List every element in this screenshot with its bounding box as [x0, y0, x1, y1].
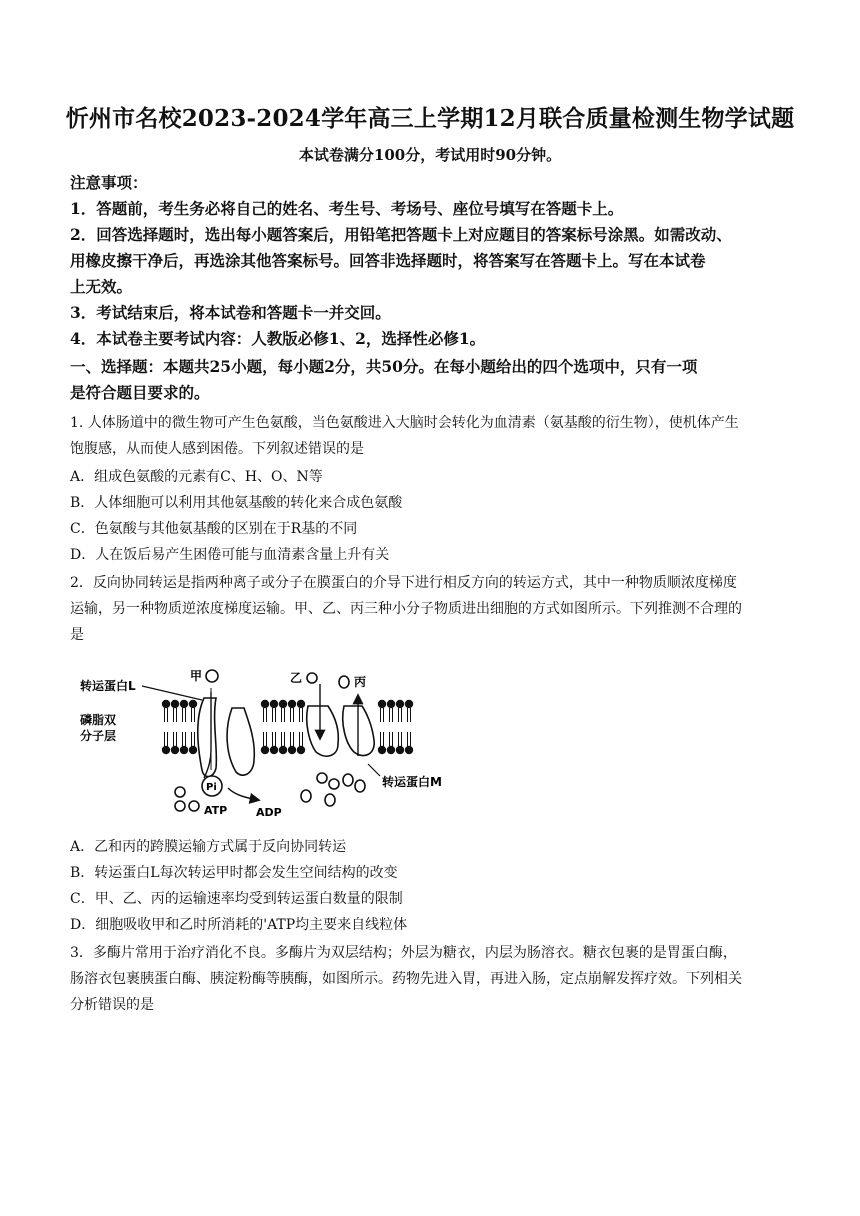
phospholipid-tail — [273, 708, 276, 722]
q2-option-a: A．乙和丙的跨膜运输方式属于反向协同转运 — [70, 839, 347, 855]
note-line: 上无效。 — [70, 277, 133, 296]
phospholipid-head — [270, 746, 278, 754]
notes-heading: 注意事项： — [70, 173, 148, 192]
phospholipid-head — [297, 746, 305, 754]
phospholipid-head — [288, 700, 296, 708]
phospholipid-tail — [300, 708, 303, 722]
transporter-l-shape — [198, 698, 217, 777]
phospholipid-tail — [282, 708, 285, 722]
molecule-inside — [343, 774, 353, 786]
label-transporter-l: 转运蛋白L — [80, 679, 136, 693]
molecule-inside — [189, 801, 199, 811]
phospholipid-tail — [399, 708, 402, 722]
molecule-inside — [329, 779, 339, 789]
molecule-inside — [317, 773, 327, 783]
phospholipid-tail — [183, 732, 186, 746]
phospholipid-tail — [174, 732, 177, 746]
q2-option-d: D．细胞吸收甲和乙时所消耗的'ATP均主要来自线粒体 — [70, 917, 408, 933]
section-heading-line: 是符合题目要求的。 — [70, 383, 210, 402]
phospholipid-tail — [192, 732, 195, 746]
phospholipid-head — [189, 746, 197, 754]
molecule-inside — [175, 787, 185, 797]
exam-subtitle: 本试卷满分100分，考试用时90分钟。 — [298, 146, 562, 164]
label-atp: ATP — [204, 804, 228, 817]
note-line: 4．本试卷主要考试内容：人教版必修1、2，选择性必修1。 — [70, 329, 486, 348]
label-pi: Pi — [206, 782, 217, 793]
phospholipid-head — [189, 700, 197, 708]
phospholipid-head — [171, 746, 179, 754]
phospholipid-tail — [282, 732, 285, 746]
phospholipid-head — [405, 746, 413, 754]
note-line: 1．答题前，考生务必将自己的姓名、考生号、考场号、座位号填写在答题卡上。 — [70, 199, 624, 218]
molecule-inside — [355, 780, 365, 792]
label-bilayer-1: 磷脂双 — [80, 713, 117, 727]
phospholipid-head — [387, 746, 395, 754]
molecule-inside — [301, 790, 311, 802]
label-bilayer-2: 分子层 — [80, 729, 117, 743]
q2-stem-line: 2．反向协同转运是指两种离子或分子在膜蛋白的介导下进行相反方向的转运方式，其中一种物质顺浓度梯度 — [70, 575, 737, 591]
atp-arrow — [228, 788, 258, 800]
phospholipid-head — [378, 746, 386, 754]
phospholipid-head — [396, 746, 404, 754]
phospholipid-head — [396, 700, 404, 708]
phospholipid-tail — [381, 708, 384, 722]
exam-title: 忻州市名校2023-2024学年高三上学期12月联合质量检测生物学试题 — [65, 105, 795, 132]
bing-molecule-top — [339, 676, 349, 688]
phospholipid-tail — [174, 708, 177, 722]
phospholipid-head — [279, 700, 287, 708]
phospholipid-tail — [165, 732, 168, 746]
q3-stem-line: 3．多酶片常用于治疗消化不良。多酶片为双层结构；外层为糖衣，内层为肠溶衣。糖衣包裹的是胃蛋白酶， — [70, 945, 737, 961]
phospholipid-tail — [264, 732, 267, 746]
membrane-transport-figure — [76, 660, 476, 820]
phospholipid-head — [261, 746, 269, 754]
pointer-l — [142, 686, 202, 700]
phospholipid-tail — [408, 732, 411, 746]
pointer-m — [368, 764, 380, 776]
phospholipid-head — [405, 700, 413, 708]
phospholipid-tail — [300, 732, 303, 746]
jia-molecule — [206, 670, 218, 682]
note-line: 3．考试结束后，将本试卷和答题卡一并交回。 — [70, 303, 391, 322]
phospholipid-tail — [381, 732, 384, 746]
yi-molecule-top — [307, 673, 317, 683]
q3-stem-line: 肠溶衣包裹胰蛋白酶、胰淀粉酶等胰酶，如图所示。药物先进入胃，再进入肠，定点崩解发挥疗效。下列相关 — [70, 971, 742, 987]
phospholipid-tail — [165, 708, 168, 722]
phospholipid-head — [297, 700, 305, 708]
phospholipid-tail — [408, 708, 411, 722]
section-heading-line: 一、选择题：本题共25小题，每小题2分，共50分。在每小题给出的四个选项中，只有一项 — [70, 357, 698, 376]
phospholipid-head — [162, 700, 170, 708]
label-yi: 乙 — [290, 671, 303, 685]
phospholipid-tail — [291, 708, 294, 722]
q1-stem-line: 饱腹感，从而使人感到困倦。下列叙述错误的是 — [70, 441, 364, 457]
phospholipid-head — [279, 746, 287, 754]
phospholipid-tail — [264, 708, 267, 722]
transporter-m-shape — [307, 706, 339, 756]
protein-middle — [227, 708, 254, 775]
q2-stem-line: 是 — [70, 627, 84, 643]
phospholipid-head — [378, 700, 386, 708]
q1-option-a: A．组成色氨酸的元素有C、H、O、N等 — [70, 469, 323, 485]
q2-stem-line: 运输，另一种物质逆浓度梯度运输。甲、乙、丙三种小分子物质进出细胞的方式如图所示。下列推测不合理的 — [70, 601, 742, 617]
q1-option-b: B．人体细胞可以利用其他氨基酸的转化来合成色氨酸 — [70, 495, 403, 511]
label-jia: 甲 — [190, 669, 203, 683]
phospholipid-tail — [399, 732, 402, 746]
label-adp: ADP — [256, 806, 282, 819]
q1-option-d: D．人在饭后易产生困倦可能与血清素含量上升有关 — [70, 547, 390, 563]
phospholipid-head — [180, 700, 188, 708]
phospholipid-head — [270, 700, 278, 708]
phospholipid-tail — [273, 732, 276, 746]
label-transporter-m: 转运蛋白M — [382, 775, 442, 789]
phospholipid-tail — [183, 708, 186, 722]
note-line: 用橡皮擦干净后，再选涂其他答案标号。回答非选择题时，将答案写在答题卡上。写在本试卷 — [70, 251, 706, 270]
phospholipid-head — [180, 746, 188, 754]
q3-stem-line: 分析错误的是 — [70, 997, 154, 1013]
phospholipid-tail — [192, 708, 195, 722]
label-bing: 丙 — [354, 675, 367, 689]
q2-option-b: B．转运蛋白L每次转运甲时都会发生空间结构的改变 — [70, 865, 398, 881]
molecule-inside — [175, 801, 185, 811]
molecule-inside — [325, 794, 335, 806]
q1-stem-line: 1. 人体肠道中的微生物可产生色氨酸，当色氨酸进入大脑时会转化为血清素（氨基酸的衍生物），使机体产生 — [70, 415, 739, 431]
phospholipid-head — [261, 700, 269, 708]
phospholipid-tail — [291, 732, 294, 746]
note-line: 2．回答选择题时，选出每小题答案后，用铅笔把答题卡上对应题目的答案标号涂黑。如需改动、 — [70, 225, 732, 244]
q2-option-c: C．甲、乙、丙的运输速率均受到转运蛋白数量的限制 — [70, 891, 403, 907]
q1-option-c: C．色氨酸与其他氨基酸的区别在于R基的不同 — [70, 521, 358, 537]
phospholipid-head — [162, 746, 170, 754]
phospholipid-tail — [390, 708, 393, 722]
phospholipid-head — [288, 746, 296, 754]
phospholipid-head — [387, 700, 395, 708]
phospholipid-tail — [390, 732, 393, 746]
phospholipid-head — [171, 700, 179, 708]
